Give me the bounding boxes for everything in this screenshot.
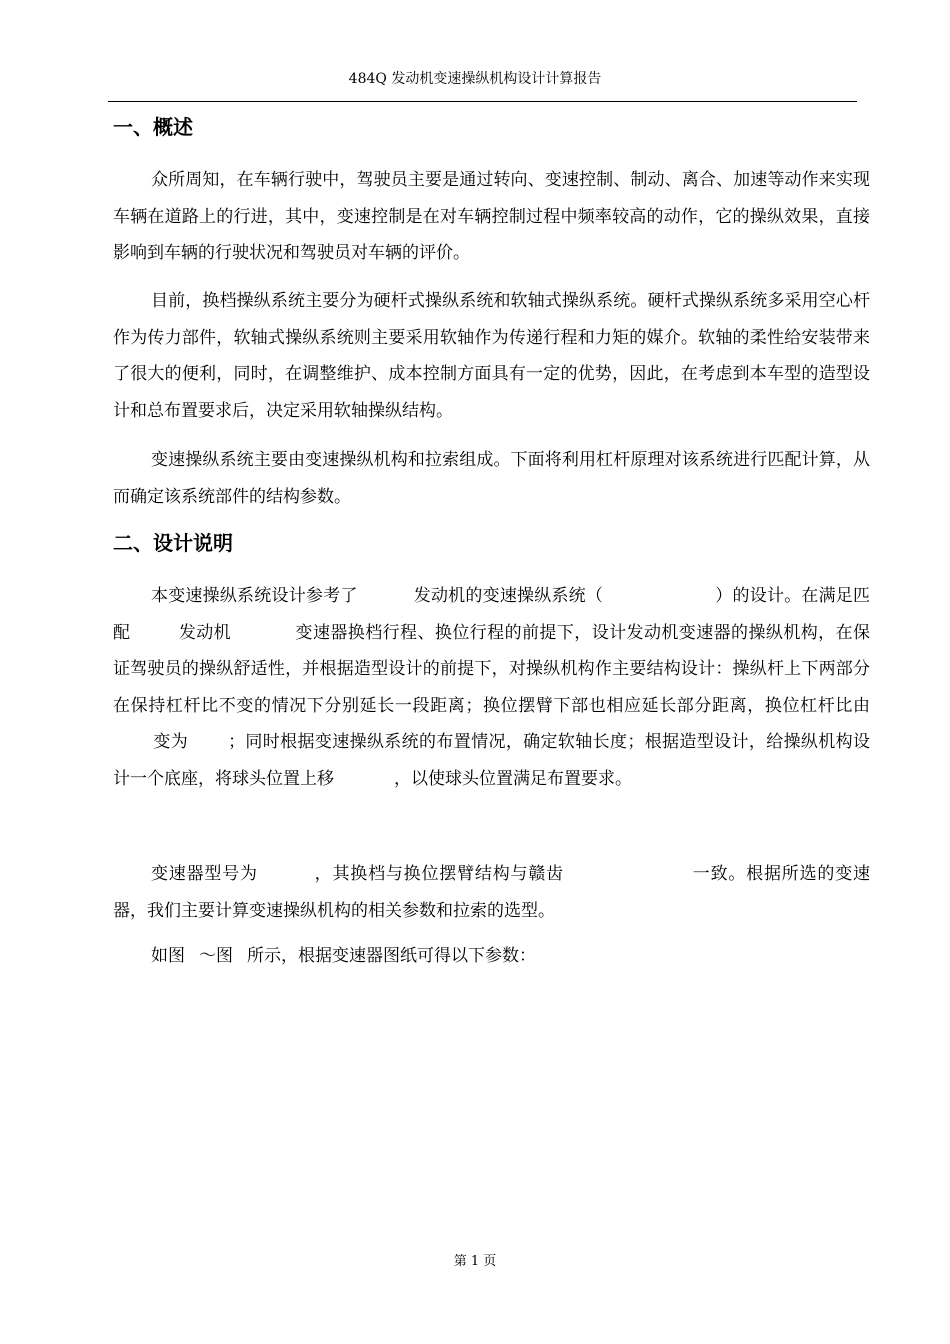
design-text-segment: 变速器换档行程、换位行程的前提下，设计发动机变速器的操纵机构，在保证驾驶员的操纵舒适性，并根据造型设计的前提下，对操纵机构作主要结构设计：操纵杆上下两部分在保持杠杆比不变的情况下分别延长一段距离；换位摆臂下部也相应延长部分距离，换位杠杆比由 — [113, 622, 871, 716]
design-text-segment: 如图 — [151, 946, 185, 966]
design-paragraph-3 — [113, 938, 870, 975]
overview-paragraph-3: 变速操纵系统主要由变速操纵机构和拉索组成。下面将利用杠杆原理对该系统进行匹配计算，从而确定该系统部件的结构参数。 — [113, 450, 870, 507]
design-text-segment: 发动机的变速操纵系统（ — [413, 586, 604, 606]
design-text-segment: 变速器型号为 — [151, 864, 258, 884]
design-text-segment: 所示，根据变速器图纸可得以下参数： — [247, 946, 536, 966]
design-text-segment: ，以使球头位置满足布置要求。 — [394, 768, 632, 789]
design-paragraph-1 — [113, 578, 870, 797]
design-text-segment: 一致。根据所选的变速器，我们主要计算变速操纵机构的相关参数和拉索的选型。 — [113, 864, 871, 921]
design-text-segment: 变为 — [153, 732, 189, 752]
page-number: 第 1 页 — [453, 1254, 497, 1269]
overview-paragraph-1: 众所周知，在车辆行驶中，驾驶员主要是通过转向、变速控制、制动、离合、加速等动作来实现车辆在道路上的行进，其中，变速控制是在对车辆控制过程中频率较高的动作，它的操纵效果，直接影响到车辆的行驶状况和驾驶员对车辆的评价。 — [113, 170, 870, 263]
design-text-segment: 发动机 — [178, 622, 232, 643]
section-heading-design: 二、设计说明 — [113, 531, 233, 555]
design-text-segment: ，其换档与换位摆臂结构与赣齿 — [313, 864, 564, 884]
design-text-segment: ～图 — [199, 946, 233, 966]
design-text-segment: ）的设计。在满足匹配 — [113, 586, 871, 643]
design-text-segment: ；同时根据变速操纵系统的布置情况，确定软轴长度；根据造型设计，给操纵机构设计一个底座，将球头位置上移 — [113, 732, 870, 789]
overview-paragraph-2: 目前，换档操纵系统主要分为硬杆式操纵系统和软轴式操纵系统。硬杆式操纵系统多采用空心杆作为传力部件，软轴式操纵系统则主要采用软轴作为传递行程和力矩的媒介。软轴的柔性给安装带来了很大的便利，同时，在调整维护、成本控制方面具有一定的优势，因此，在考虑到本车型的造型设计和总布置要求后，决定采用软轴操纵结构。 — [113, 291, 870, 421]
section-heading-overview: 一、概述 — [113, 115, 193, 139]
header-divider — [108, 101, 857, 102]
design-paragraph-2 — [113, 856, 870, 929]
page-header: 484Q 发动机变速操纵机构设计计算报告 — [348, 71, 602, 87]
design-text-segment: 本变速操纵系统设计参考了 — [151, 586, 358, 606]
